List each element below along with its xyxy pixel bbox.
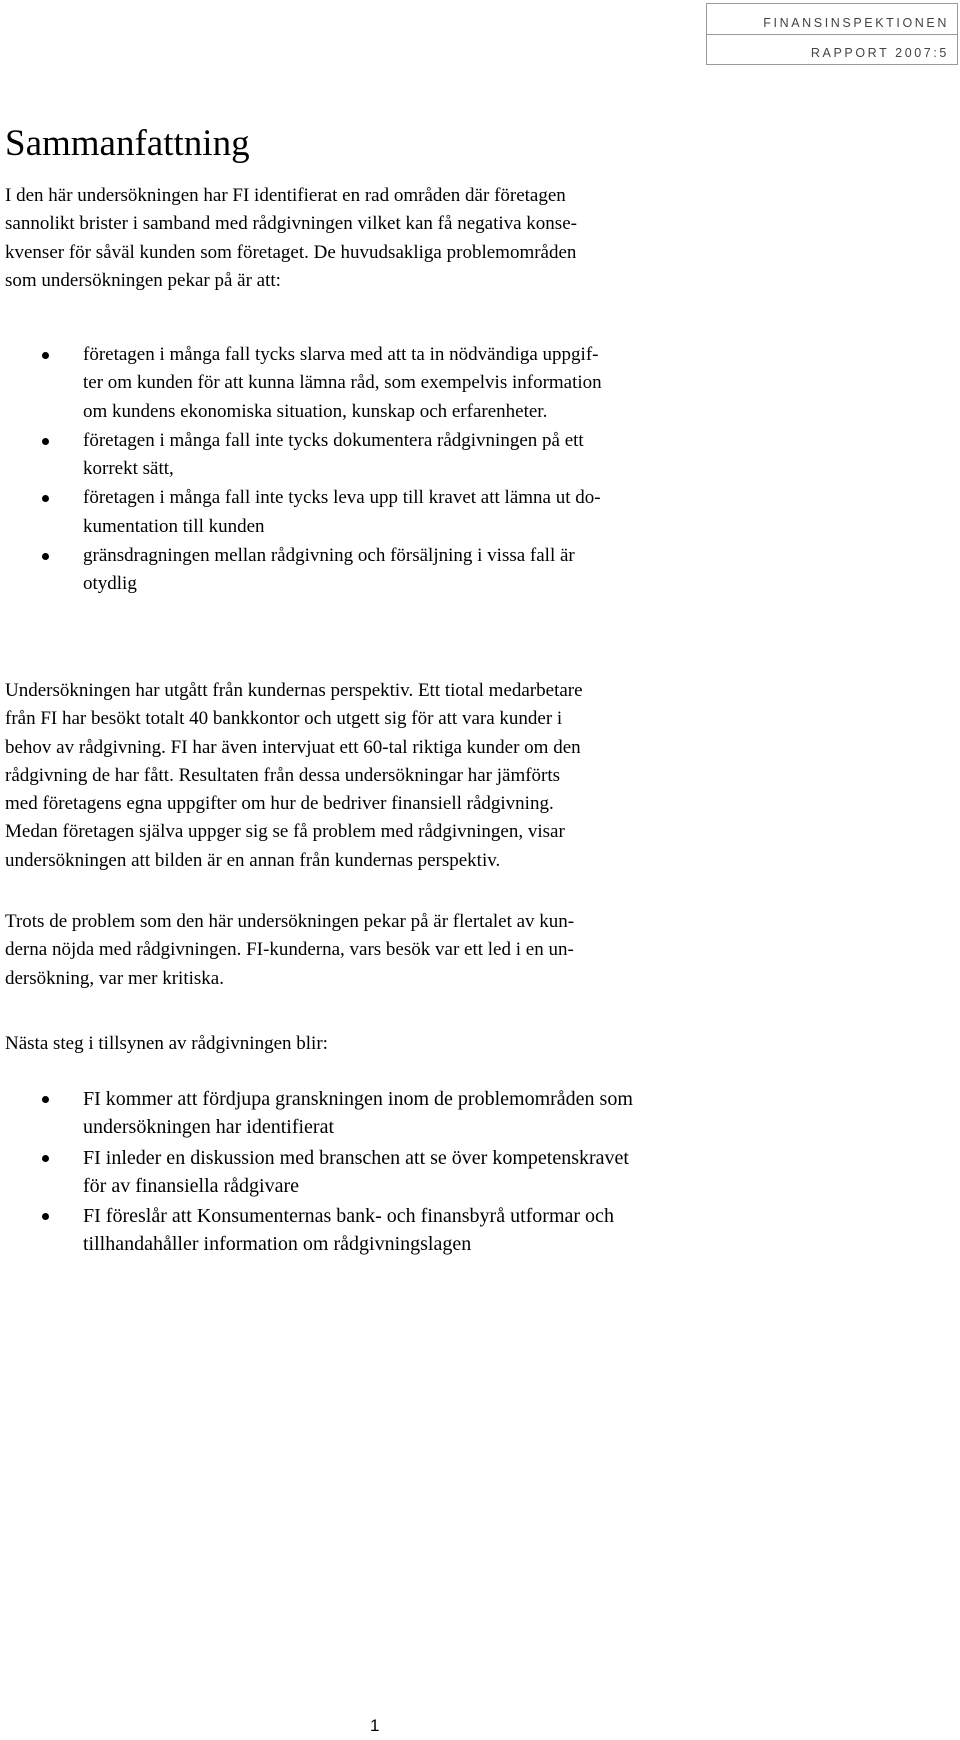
list-item [0, 484, 602, 541]
list-item [0, 542, 602, 599]
paragraph-line: Undersökningen har utgått från kundernas perspektiv. Ett tiotal medarbetare [5, 680, 583, 701]
list-item-line: företagen i många fall tycks slarva med att ta in nödvändiga uppgif- [83, 344, 599, 365]
list-item [0, 341, 602, 426]
paragraph-line: Trots de problem som den här undersökningen pekar på är flertalet av kun- [5, 911, 575, 932]
method-paragraph [5, 677, 583, 875]
bullet-icon [42, 495, 49, 502]
bullet-icon [42, 1213, 49, 1220]
list-item-line: om kundens ekonomiska situation, kunskap och erfarenheter. [83, 400, 548, 422]
paragraph-line: I den här undersökningen har FI identifierat en rad områden där företagen [5, 185, 566, 206]
page-number: 1 [370, 1716, 380, 1735]
paragraph-line: kvenser för såväl kunden som företaget. De huvudsakliga problemområden [5, 241, 577, 263]
list-item [0, 1144, 633, 1201]
report-header-box [706, 3, 958, 65]
paragraph-line: rådgivning de har fått. Resultaten från dessa undersökningar har jämförts [5, 764, 561, 786]
paragraph-line: från FI har besökt totalt 40 bankkontor och utgett sig för att vara kunder i [5, 708, 563, 730]
list-item [0, 1202, 633, 1259]
paragraph-line: med företagens egna uppgifter om hur de bedriver finansiell rådgivning. [5, 793, 554, 815]
bullet-icon [42, 352, 49, 359]
problem-list [0, 341, 602, 599]
list-item-line: för av finansiella rådgivare [83, 1174, 300, 1197]
list-item [0, 427, 602, 484]
page-title: Sammanfattning [5, 123, 250, 164]
list-item-line: tillhandahåller information om rådgivningslagen [83, 1233, 472, 1256]
paragraph-line: behov av rådgivning. FI har även intervjuat ett 60-tal riktiga kunder om den [5, 736, 581, 758]
list-item-line: gränsdragningen mellan rådgivning och försäljning i vissa fall är [83, 545, 575, 567]
list-item [0, 1085, 633, 1142]
paragraph-line: undersökningen att bilden är en annan från kundernas perspektiv. [5, 849, 501, 871]
bullet-icon [42, 1155, 49, 1162]
satisfaction-paragraph [5, 908, 574, 993]
paragraph-line: Nästa steg i tillsynen av rådgivningen blir: [5, 1033, 328, 1054]
list-item-line: företagen i många fall inte tycks dokumentera rådgivningen på ett [83, 429, 584, 451]
list-item-line: FI inleder en diskussion med branschen att se över kompetenskravet [83, 1146, 629, 1169]
list-item-line: företagen i många fall inte tycks leva upp till kravet att lämna ut do- [83, 487, 601, 509]
list-item-line: otydlig [83, 573, 137, 595]
paragraph-line: som undersökningen pekar på är att: [5, 269, 281, 291]
list-item-line: FI kommer att fördjupa granskningen inom de problemområden som [83, 1088, 633, 1110]
list-item-line: FI föreslår att Konsumenternas bank- och finansbyrå utformar och [83, 1205, 614, 1228]
next-steps-list [0, 1085, 633, 1261]
paragraph-line: derna nöjda med rådgivningen. FI-kunderna, vars besök var ett led i en un- [5, 939, 574, 961]
report-number: RAPPORT 2007:5 [810, 46, 949, 60]
paragraph-line: dersökning, var mer kritiska. [5, 967, 224, 989]
organization-name: FINANSINSPEKTIONEN [763, 16, 949, 30]
next-steps-intro [5, 1030, 328, 1058]
list-item-line: undersökningen har identifierat [83, 1116, 335, 1139]
paragraph-line: sannolikt brister i samband med rådgivningen vilket kan få negativa konse- [5, 213, 577, 235]
paragraph-line: Medan företagen själva uppger sig se få problem med rådgivningen, visar [5, 821, 565, 843]
header-divider [707, 34, 957, 35]
list-item-line: korrekt sätt, [83, 458, 174, 480]
bullet-icon [42, 1096, 49, 1103]
list-item-line: kumentation till kunden [83, 515, 265, 537]
list-item-line: ter om kunden för att kunna lämna råd, som exempelvis information [83, 372, 602, 394]
bullet-icon [42, 438, 49, 445]
bullet-icon [42, 553, 49, 560]
intro-paragraph [5, 182, 577, 295]
